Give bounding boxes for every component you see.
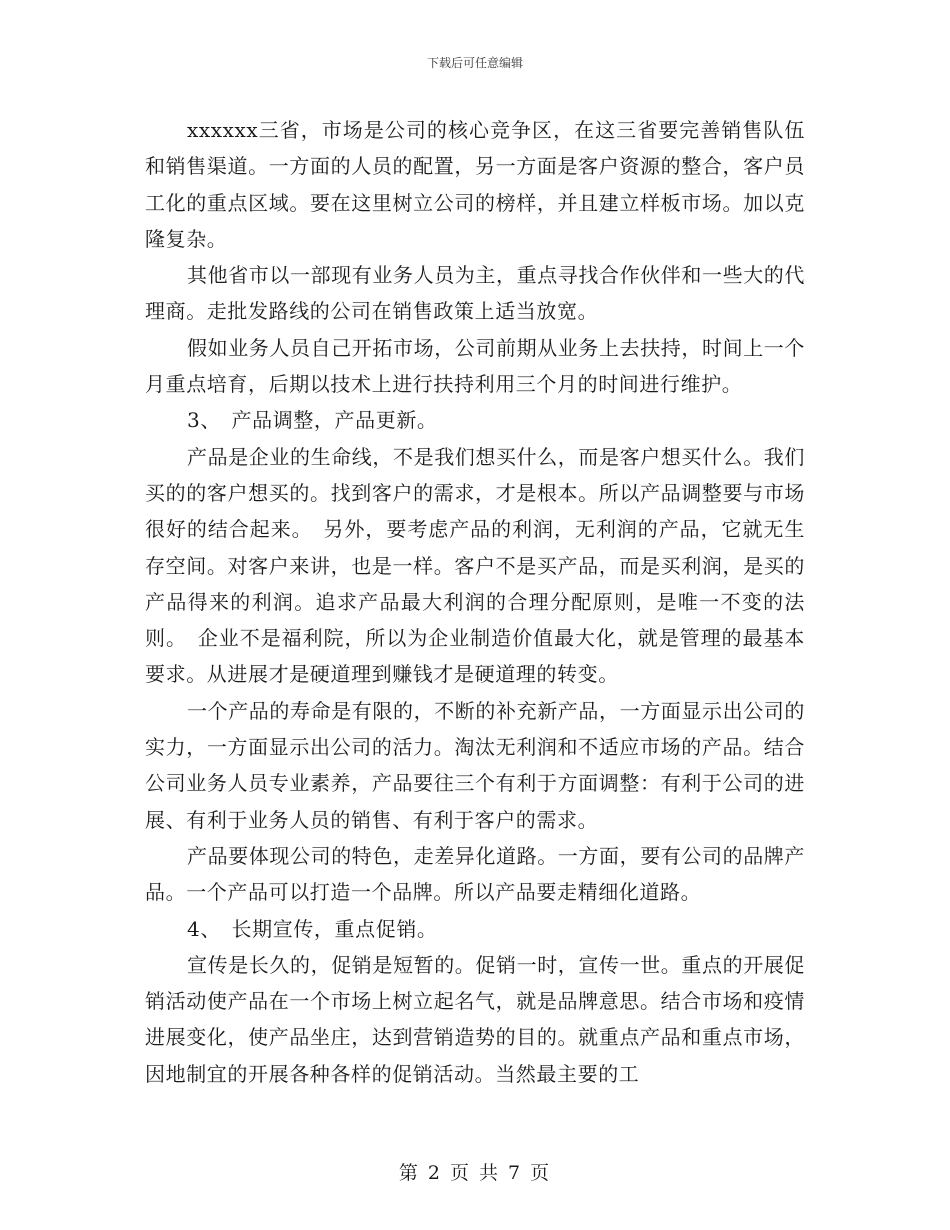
- paragraph-2: 其他省市以一部现有业务人员为主，重点寻找合作伙伴和一些大的代理商。走批发路线的公司在销售政策上适当放宽。: [145, 263, 805, 324]
- page-header: 下载后可任意编辑: [426, 56, 523, 70]
- paragraph-6: 产品要体现公司的特色，走差异化道路。一方面，要有公司的品牌产品。一个产品可以打造一个品牌。所以产品要走精细化道路。: [145, 843, 805, 905]
- paragraph-4: 产品是企业的生命线，不是我们想买什么，而是客户想买什么。我们买的的客户想买的。找到客户的需求，才是根本。所以产品调整要与市场很好的结合起来。 另外，要考虑产品的利润，无利润的产品，它就无生存空间。对客户来讲，也是一样。客户不是买产品，而是买利润，是买的产品得来的利润。追求产品最大利润的合理分配原则，是唯一不变的法则。 企业不是福利院，所以为企业制造价值最大化，就是管理的最基本要求。从进展才是硬道理到赚钱才是硬道理的转变。: [145, 444, 805, 687]
- paragraph-1: xxxxxx三省，市场是公司的核心竞争区，在这三省要完善销售队伍和销售渠道。一方面的人员的配置，另一方面是客户资源的整合，客户员工化的重点区域。要在这里树立公司的榜样，并且建立样板市场。加以克隆复杂。: [145, 118, 805, 251]
- page-number: 第 2 页 共 7 页: [398, 1162, 552, 1184]
- paragraph-7: 宣传是长久的，促销是短暂的。促销一时，宣传一世。重点的开展促销活动使产品在一个市场上树立起名气，就是品牌意思。结合市场和疫情进展变化，使产品坐庄，达到营销造势的目的。就重点产品和重点市场，因地制宜的开展各种各样的促销活动。当然最主要的工: [145, 952, 805, 1086]
- section-heading-4: 4、 长期宣传，重点促销。: [187, 916, 438, 941]
- section-heading-3: 3、 产品调整，产品更新。: [187, 408, 438, 433]
- paragraph-5: 一个产品的寿命是有限的，不断的补充新产品，一方面显示出公司的实力，一方面显示出公司的活力。淘汰无利润和不适应市场的产品。结合公司业务人员专业素养，产品要往三个有利于方面调整：有利于公司的进展、有利于业务人员的销售、有利于客户的需求。: [145, 698, 805, 832]
- paragraph-3: 假如业务人员自己开拓市场，公司前期从业务上去扶持，时间上一个月重点培育，后期以技术上进行扶持利用三个月的时间进行维护。: [145, 335, 805, 397]
- document-body: [145, 112, 805, 1092]
